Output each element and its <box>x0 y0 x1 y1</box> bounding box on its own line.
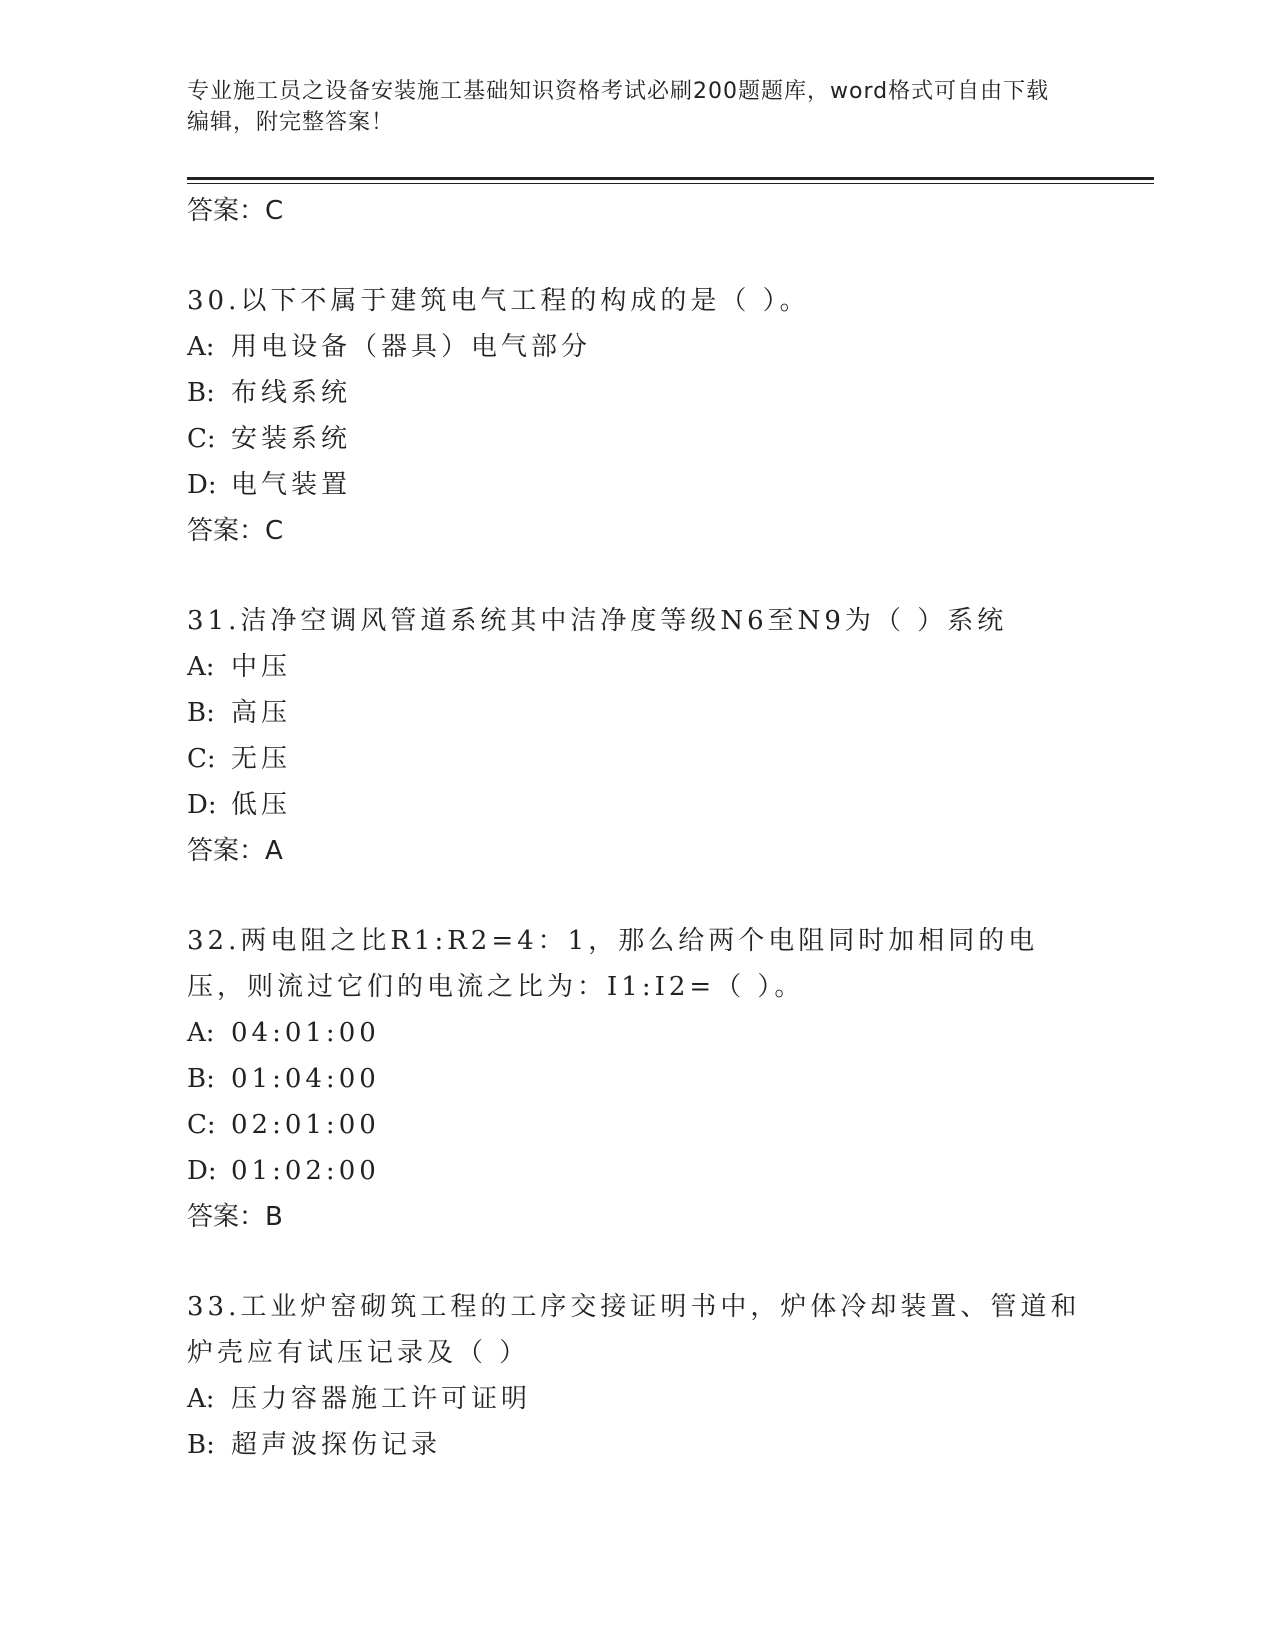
option-b <box>187 1422 1147 1468</box>
option-letter: B: <box>187 1064 215 1094</box>
option-list <box>187 1010 1147 1194</box>
header-divider-thick <box>187 177 1154 180</box>
answer: 答案：B <box>187 1202 283 1232</box>
option-text: 安装系统 <box>231 424 352 454</box>
option-a <box>187 644 1147 690</box>
option-text: 中压 <box>231 652 292 682</box>
option-letter: A: <box>187 1384 215 1414</box>
document-header: 专业施工员之设备安装施工基础知识资格考试必刷200题题库，word格式可自由下载编辑，附完整答案！ <box>187 79 1050 135</box>
option-a <box>187 1376 1147 1422</box>
option-d <box>187 782 1147 828</box>
option-letter: C: <box>187 1110 216 1140</box>
option-text: 压力容器施工许可证明 <box>231 1384 532 1414</box>
header-divider-thin <box>187 183 1154 184</box>
question-stem: 33.工业炉窑砌筑工程的工序交接证明书中，炉体冷却装置、管道和炉壳应有试压记录及（ ） <box>187 1292 1081 1368</box>
option-letter: B: <box>187 1430 215 1460</box>
option-text: 高压 <box>231 698 292 728</box>
option-text: 04:01:00 <box>231 1018 380 1048</box>
option-text: 超声波探伤记录 <box>231 1430 442 1460</box>
question-30 <box>187 278 1147 554</box>
previous-answer: 答案：C <box>187 196 284 226</box>
question-list <box>187 188 1147 1468</box>
option-a <box>187 1010 1147 1056</box>
option-letter: C: <box>187 744 216 774</box>
option-text: 01:04:00 <box>231 1064 380 1094</box>
option-text: 无压 <box>231 744 292 774</box>
option-letter: D: <box>187 470 217 500</box>
question-stem: 32.两电阻之比R1:R2=4：1，那么给两个电阻同时加相同的电压，则流过它们的电流之比为：I1:I2=（ ）。 <box>187 926 1039 1002</box>
option-text: 02:01:00 <box>231 1110 380 1140</box>
option-c <box>187 736 1147 782</box>
option-text: 01:02:00 <box>231 1156 380 1186</box>
option-text: 低压 <box>231 790 292 820</box>
option-letter: A: <box>187 332 215 362</box>
option-list <box>187 1376 1147 1468</box>
question-31 <box>187 598 1147 874</box>
answer: 答案：C <box>187 516 284 546</box>
option-b <box>187 690 1147 736</box>
option-letter: B: <box>187 698 215 728</box>
question-stem: 30.以下不属于建筑电气工程的构成的是（ ）。 <box>187 286 810 316</box>
option-b <box>187 370 1147 416</box>
question-stem: 31.洁净空调风管道系统其中洁净度等级N6至N9为（ ）系统 <box>187 606 1008 636</box>
option-text: 用电设备（器具）电气部分 <box>231 332 592 362</box>
option-d <box>187 462 1147 508</box>
option-c <box>187 416 1147 462</box>
answer: 答案：A <box>187 836 283 866</box>
option-d <box>187 1148 1147 1194</box>
option-letter: A: <box>187 1018 215 1048</box>
question-32 <box>187 918 1147 1240</box>
option-c <box>187 1102 1147 1148</box>
option-letter: D: <box>187 1156 217 1186</box>
option-list <box>187 324 1147 508</box>
option-letter: D: <box>187 790 217 820</box>
option-b <box>187 1056 1147 1102</box>
option-letter: C: <box>187 424 216 454</box>
option-letter: A: <box>187 652 215 682</box>
option-list <box>187 644 1147 828</box>
option-text: 电气装置 <box>231 470 352 500</box>
option-text: 布线系统 <box>231 378 352 408</box>
option-a <box>187 324 1147 370</box>
option-letter: B: <box>187 378 215 408</box>
question-33 <box>187 1284 1147 1468</box>
